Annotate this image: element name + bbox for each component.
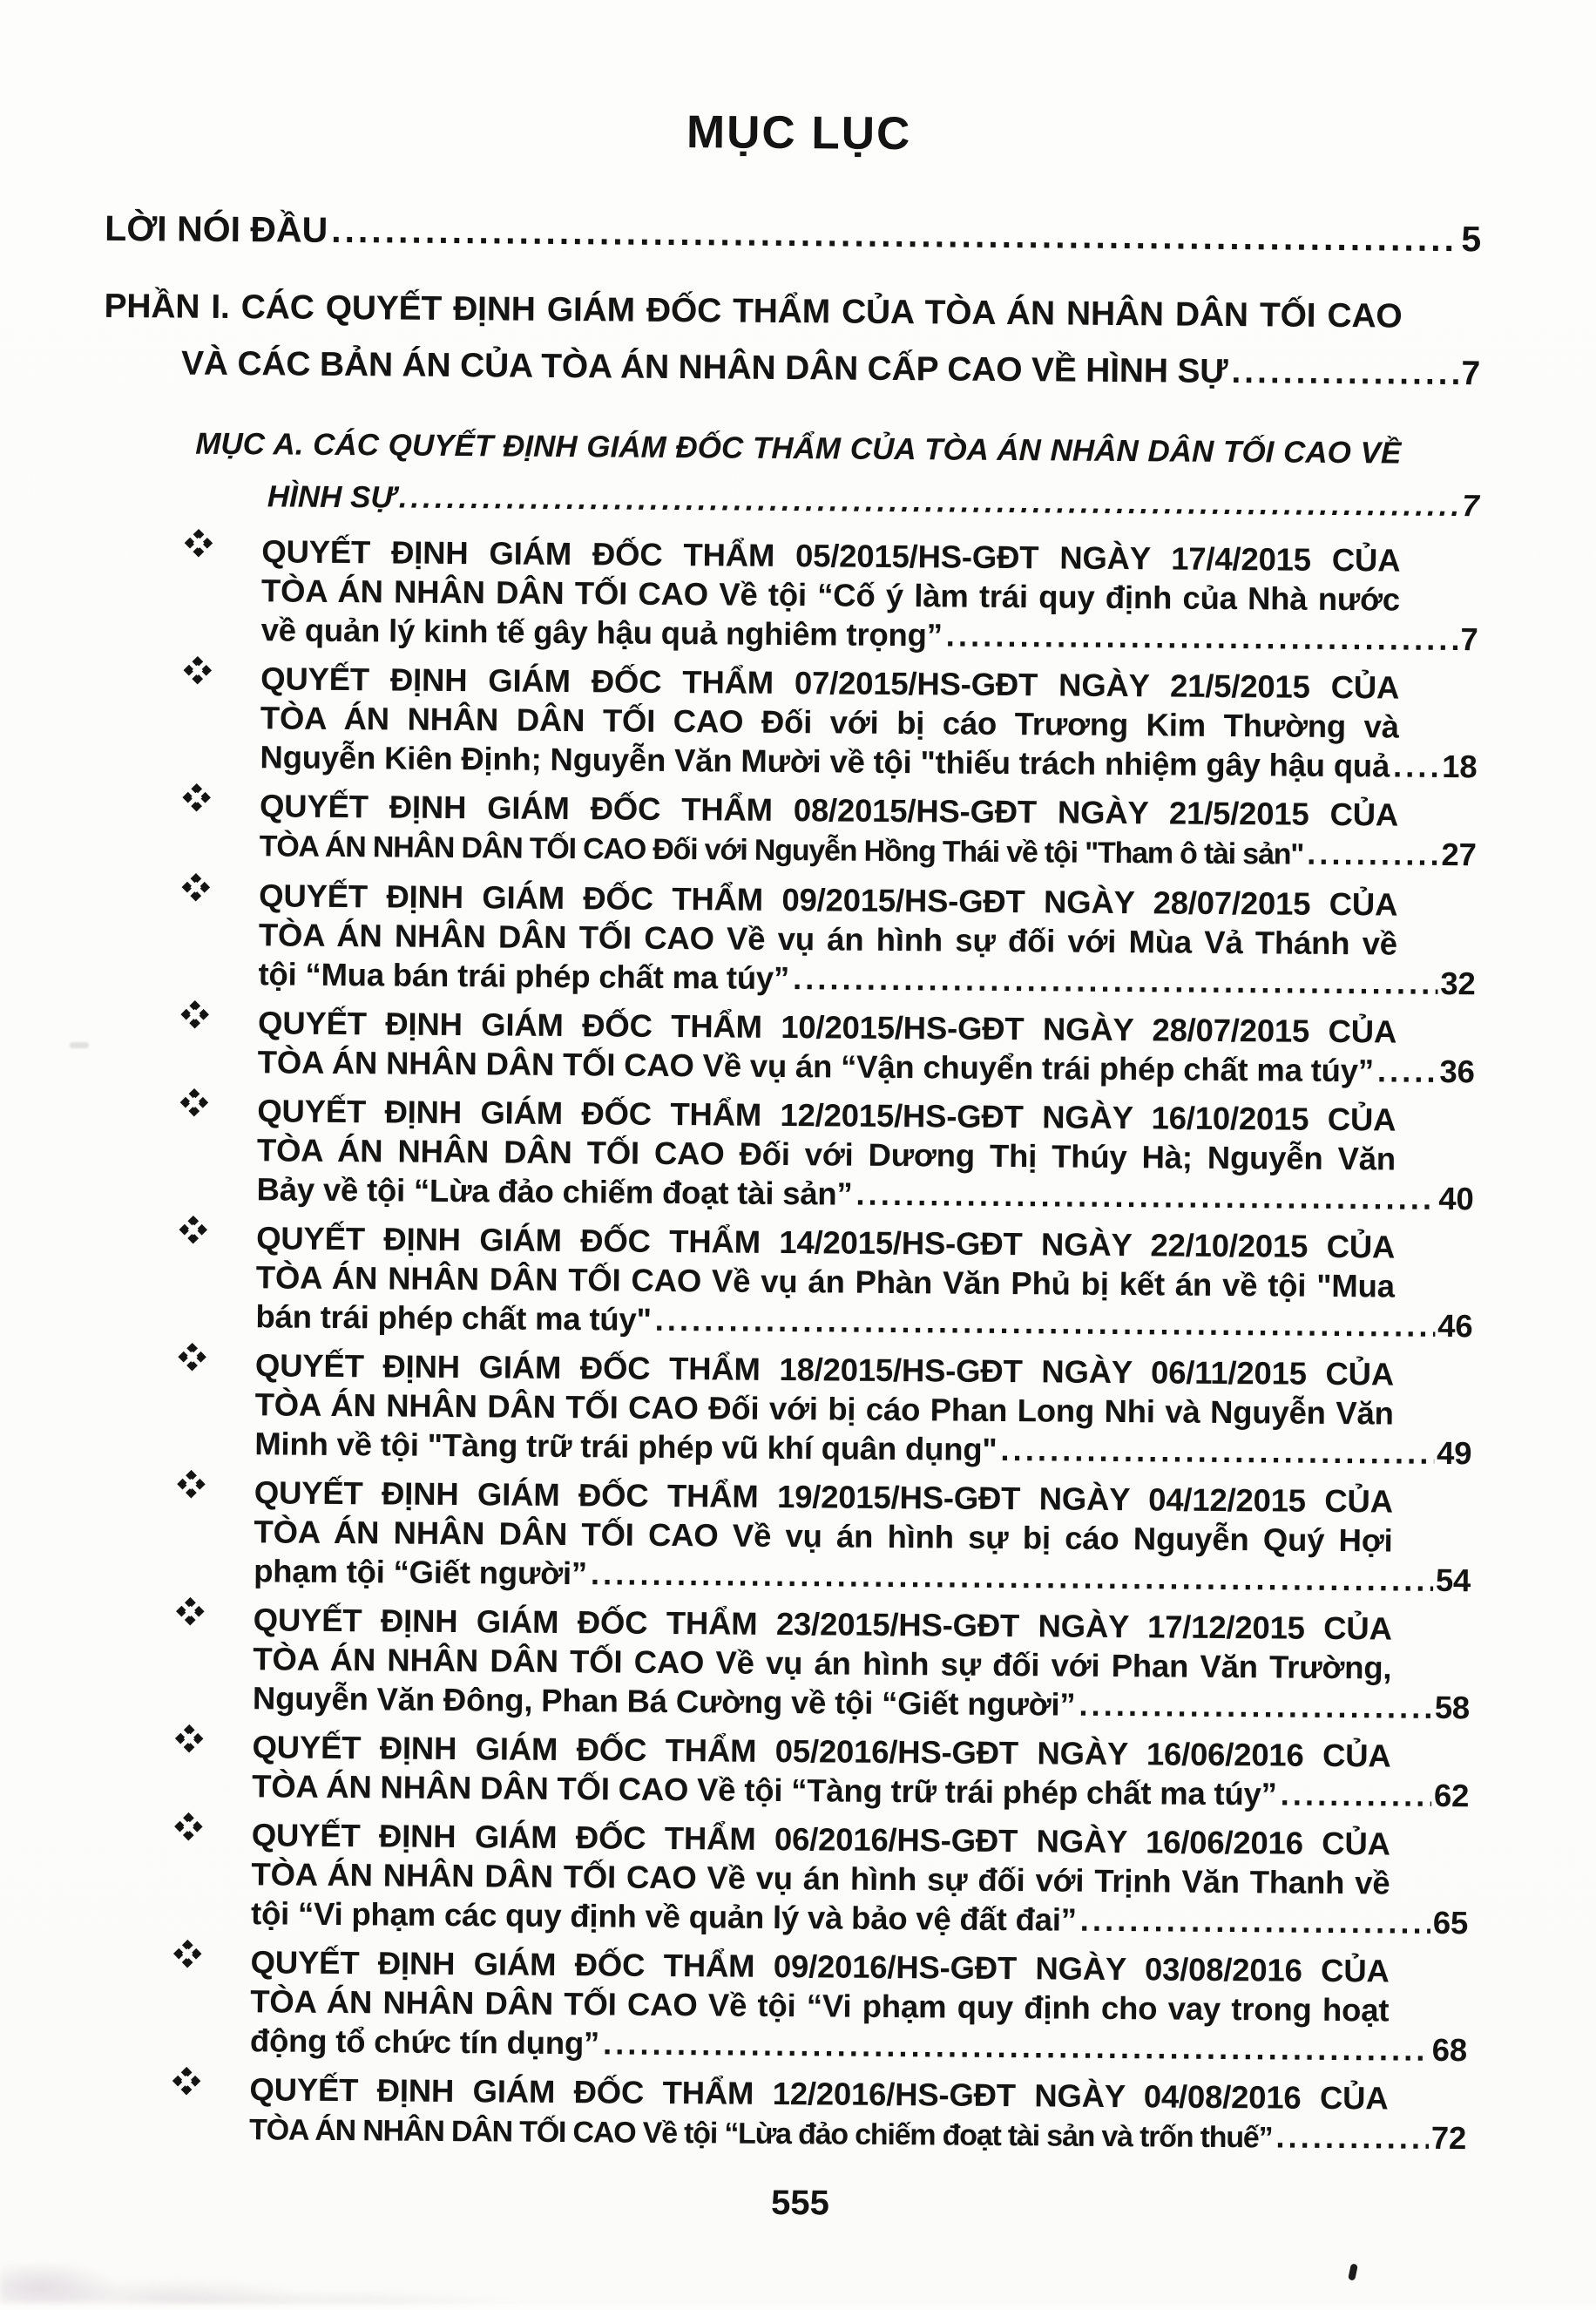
dot-leader [1303, 834, 1439, 874]
toc-page-number: 5 [1461, 219, 1482, 260]
toc-page-number: 18 [1442, 748, 1478, 785]
toc-text-line: TÒA ÁN NHÂN DÂN TỐI CAO Về vụ án hình sự đối với Mùa Vả Thánh về [258, 917, 1398, 962]
diamond-cluster-bullet-icon [186, 1351, 198, 1363]
toc-text-line: QUYẾT ĐỊNH GIÁM ĐỐC THẨM 10/2015/HS-GĐT NGÀY 28/07/2015 CỦA [257, 1005, 1397, 1050]
toc-last-line-text: TÒA ÁN NHÂN DÂN TỐI CAO Về tội “Lừa đảo chiếm đoạt tài sản và trốn thuế” [248, 2113, 1273, 2155]
toc-last-line-text: động tổ chức tín dụng” [249, 2022, 600, 2062]
dot-leader [943, 615, 1458, 659]
toc-page-number: 40 [1438, 1180, 1474, 1217]
toc-text-line: MỤC A. CÁC QUYẾT ĐỊNH GIÁM ĐỐC THẨM CỦA TÒA ÁN NHÂN DÂN TỐI CAO VỀ [195, 426, 1402, 471]
toc-last-line [250, 2021, 1467, 2070]
toc-text-line: QUYẾT ĐỊNH GIÁM ĐỐC THẨM 05/2016/HS-GĐT NGÀY 16/06/2016 CỦA [252, 1729, 1391, 1774]
toc-last-line-text: về quản lý kinh tế gây hậu quả nghiêm trọng” [260, 612, 943, 654]
diamond-cluster-bullet-icon [189, 1009, 200, 1020]
dot-leader [1227, 343, 1459, 402]
dot-leader [1077, 1900, 1430, 1942]
toc-text-line: TÒA ÁN NHÂN DÂN TỐI CAO Về tội “Vi phạm quy định cho vay trong hoạt [250, 1983, 1390, 2029]
toc-text-line: TÒA ÁN NHÂN DÂN TỐI CAO Đối với bị cáo Trương Kim Thường và [260, 700, 1399, 745]
dot-leader [328, 208, 1459, 261]
dot-leader [1374, 1051, 1437, 1091]
dot-leader [789, 959, 1438, 1003]
toc-last-line-text: Nguyễn Văn Đông, Phan Bá Cường về tội “Giết người” [252, 1680, 1076, 1723]
toc-text-line: QUYẾT ĐỊNH GIÁM ĐỐC THẨM 14/2015/HS-GĐT NGÀY 22/10/2015 CỦA [256, 1220, 1396, 1265]
dot-leader [1075, 1685, 1432, 1727]
toc-entry [256, 1091, 1474, 1217]
toc-page-number: 65 [1432, 1904, 1469, 1941]
toc-text-line: QUYẾT ĐỊNH GIÁM ĐỐC THẨM 23/2015/HS-GĐT NGÀY 17/12/2015 CỦA [253, 1602, 1392, 1647]
toc-entry [254, 1345, 1472, 1472]
toc-last-line [251, 1893, 1468, 1942]
toc-last-line [254, 1551, 1471, 1600]
toc-preface-row [105, 207, 1482, 261]
toc-last-line [254, 1424, 1471, 1473]
toc-last-line [267, 471, 1479, 532]
toc-text-line: QUYẾT ĐỊNH GIÁM ĐỐC THẨM 09/2015/HS-GĐT NGÀY 28/07/2015 CỦA [259, 877, 1398, 923]
toc-headings [0, 206, 1482, 532]
toc-last-line [181, 335, 1480, 403]
toc-entry [249, 1942, 1468, 2069]
toc-text-line: QUYẾT ĐỊNH GIÁM ĐỐC THẨM 07/2015/HS-GĐT NGÀY 21/5/2015 CỦA [260, 660, 1400, 706]
toc-last-line-text: VÀ CÁC BẢN ÁN CỦA TÒA ÁN NHÂN DÂN CẤP CAO VỀ HÌNH SỰ [180, 344, 1228, 391]
dot-leader [997, 1430, 1434, 1473]
toc-entry [254, 1473, 1471, 1599]
toc-last-line [256, 1169, 1473, 1218]
diamond-cluster-bullet-icon [191, 792, 202, 803]
toc-page-number: 54 [1435, 1561, 1471, 1599]
toc-text-line: QUYẾT ĐỊNH GIÁM ĐỐC THẨM 06/2016/HS-GĐT NGÀY 16/06/2016 CỦA [251, 1817, 1390, 1862]
page-title: MỤC LỤC [686, 106, 912, 160]
diamond-cluster-bullet-icon [181, 2076, 193, 2087]
toc-text-line: QUYẾT ĐỊNH GIÁM ĐỐC THẨM 12/2015/HS-GĐT NGÀY 16/10/2015 CỦA [257, 1093, 1396, 1138]
toc-text-line: TÒA ÁN NHÂN DÂN TỐI CAO Về vụ án hình sự đối với Trịnh Văn Thanh về [251, 1856, 1390, 1901]
diamond-cluster-bullet-icon [193, 538, 205, 549]
toc-page-number: 58 [1434, 1689, 1471, 1726]
toc-entry [255, 1218, 1473, 1345]
toc-text-line: QUYẾT ĐỊNH GIÁM ĐỐC THẨM 19/2015/HS-GĐT NGÀY 04/12/2015 CỦA [254, 1474, 1394, 1520]
toc-last-line-text: tội “Vi phạm các quy định về quản lý và bảo vệ đất đai” [250, 1895, 1077, 1938]
toc-last-line-text: TÒA ÁN NHÂN DÂN TỐI CAO Đối với Nguyễn Hồng Thái về tội "Tham ô tài sản" [259, 830, 1304, 871]
dot-leader [1272, 2117, 1429, 2157]
toc-last-line-text: TÒA ÁN NHÂN DÂN TỐI CAO Về tội “Tàng trữ trái phép chất ma túy” [252, 1768, 1277, 1812]
toc-last-line-text: phạm tội “Giết người” [254, 1553, 588, 1592]
toc-text-line: QUYẾT ĐỊNH GIÁM ĐỐC THẨM 18/2015/HS-GĐT NGÀY 06/11/2015 CỦA [254, 1347, 1395, 1392]
toc-last-line [105, 207, 1481, 261]
diamond-cluster-bullet-icon [187, 1224, 199, 1236]
toc-entry [257, 1003, 1475, 1090]
toc-text-line: QUYẾT ĐỊNH GIÁM ĐỐC THẨM 09/2016/HS-GĐT NGÀY 03/08/2016 CỦA [250, 1944, 1390, 1989]
toc-text-line: TÒA ÁN NHÂN DÂN TỐI CAO Về vụ án hình sự đối với Phan Văn Trường, [253, 1641, 1392, 1686]
toc-last-line [260, 610, 1478, 659]
toc-last-line [253, 1678, 1470, 1727]
toc-entries [0, 530, 1478, 2159]
toc-entry [260, 659, 1478, 785]
toc-page-number: 46 [1437, 1307, 1473, 1345]
footer-page-number: 555 [770, 2183, 830, 2223]
toc-last-line-text: TÒA ÁN NHÂN DÂN TỐI CAO Về vụ án “Vận chuyển trái phép chất ma túy” [257, 1044, 1375, 1089]
dot-leader [652, 1300, 1436, 1345]
toc-last-line [249, 2109, 1466, 2159]
toc-page-number: 7 [1462, 489, 1479, 524]
toc-text-line: QUYẾT ĐỊNH GIÁM ĐỐC THẨM 12/2016/HS-GĐT NGÀY 04/08/2016 CỦA [249, 2071, 1389, 2117]
toc-entry [258, 876, 1476, 1002]
dot-leader [599, 2023, 1430, 2069]
toc-last-line-text: LỜI NÓI ĐẦU [105, 207, 328, 250]
toc-text-line: PHẦN I. CÁC QUYẾT ĐỊNH GIÁM ĐỐC THẨM CỦA TÒA ÁN NHÂN DÂN TỐI CAO [104, 287, 1403, 335]
toc-page-number: 72 [1430, 2119, 1467, 2157]
toc-entry [252, 1600, 1471, 1726]
toc-last-line-text: tội “Mua bán trái phép chất ma túy” [258, 956, 790, 997]
toc-entry [252, 1727, 1470, 1814]
toc-text-line: QUYẾT ĐỊNH GIÁM ĐỐC THẨM 08/2015/HS-GĐT NGÀY 21/5/2015 CỦA [259, 788, 1399, 833]
toc-last-line-text: Minh về tội "Tàng trữ trái phép vũ khí quân dụng" [254, 1426, 998, 1467]
toc-last-line-text: Nguyễn Kiên Định; Nguyễn Văn Mười về tội "thiếu trách nhiệm gây hậu quả [260, 739, 1390, 784]
dot-leader [852, 1175, 1436, 1218]
toc-last-line [252, 1766, 1469, 1815]
toc-page-number: 62 [1433, 1777, 1470, 1814]
toc-last-line [258, 954, 1475, 1003]
toc-page-number: 7 [1461, 355, 1481, 393]
toc-text-line: TÒA ÁN NHÂN DÂN TỐI CAO Đối với bị cáo Phan Long Nhi và Nguyễn Văn [254, 1386, 1394, 1432]
toc-entry [250, 1815, 1469, 1941]
toc-text-line: TÒA ÁN NHÂN DÂN TỐI CAO Về tội “Cố ý làm trái quy định của Nhà nước [260, 572, 1401, 618]
toc-text-line: TÒA ÁN NHÂN DÂN TỐI CAO Về vụ án hình sự bị cáo Nguyễn Quý Hợi [254, 1514, 1393, 1559]
toc-part1-heading [104, 279, 1481, 402]
toc-entry [259, 786, 1477, 875]
toc-last-line-text: Bảy về tội “Lừa đảo chiếm đoạt tài sản” [256, 1171, 853, 1212]
toc-last-line [258, 1042, 1475, 1091]
diamond-cluster-bullet-icon [182, 1948, 193, 1960]
toc-last-line [255, 1297, 1472, 1345]
toc-last-line-text: bán trái phép chất ma túy" [255, 1298, 652, 1338]
toc-last-line [260, 737, 1477, 786]
toc-page-number: 32 [1440, 965, 1476, 1002]
diamond-cluster-bullet-icon [192, 665, 203, 676]
dot-leader [1390, 746, 1440, 785]
toc-entry [260, 532, 1478, 658]
diamond-cluster-bullet-icon [189, 1097, 200, 1108]
diamond-cluster-bullet-icon [190, 882, 201, 893]
dot-leader [1277, 1774, 1432, 1814]
scan-speck-artifact [70, 1042, 89, 1048]
toc-text-line: TÒA ÁN NHÂN DÂN TỐI CAO Về vụ án Phàn Văn Phủ bị kết án về tội "Mua [255, 1259, 1395, 1304]
toc-text-line: TÒA ÁN NHÂN DÂN TỐI CAO Đối với Dương Thị Thúy Hà; Nguyễn Văn [256, 1132, 1396, 1177]
toc-page-number: 27 [1441, 836, 1477, 873]
toc-text-line: QUYẾT ĐỊNH GIÁM ĐỐC THẨM 05/2015/HS-GĐT NGÀY 17/4/2015 CỦA [261, 533, 1401, 579]
toc-entry [248, 2070, 1467, 2158]
toc-page-number: 7 [1460, 621, 1478, 658]
toc-section-a-heading [195, 418, 1479, 532]
table-of-contents [0, 206, 1482, 2159]
diamond-cluster-bullet-icon [183, 1821, 194, 1832]
toc-last-line-text: HÌNH SỰ [267, 479, 396, 515]
toc-page-number: 36 [1439, 1053, 1475, 1090]
diamond-cluster-bullet-icon [185, 1606, 196, 1617]
toc-page-number: 49 [1436, 1434, 1472, 1472]
dot-leader [396, 472, 1460, 533]
toc-page-number: 68 [1431, 2031, 1468, 2069]
dot-leader [587, 1554, 1433, 1600]
diamond-cluster-bullet-icon [184, 1733, 195, 1744]
diamond-cluster-bullet-icon [186, 1479, 197, 1490]
